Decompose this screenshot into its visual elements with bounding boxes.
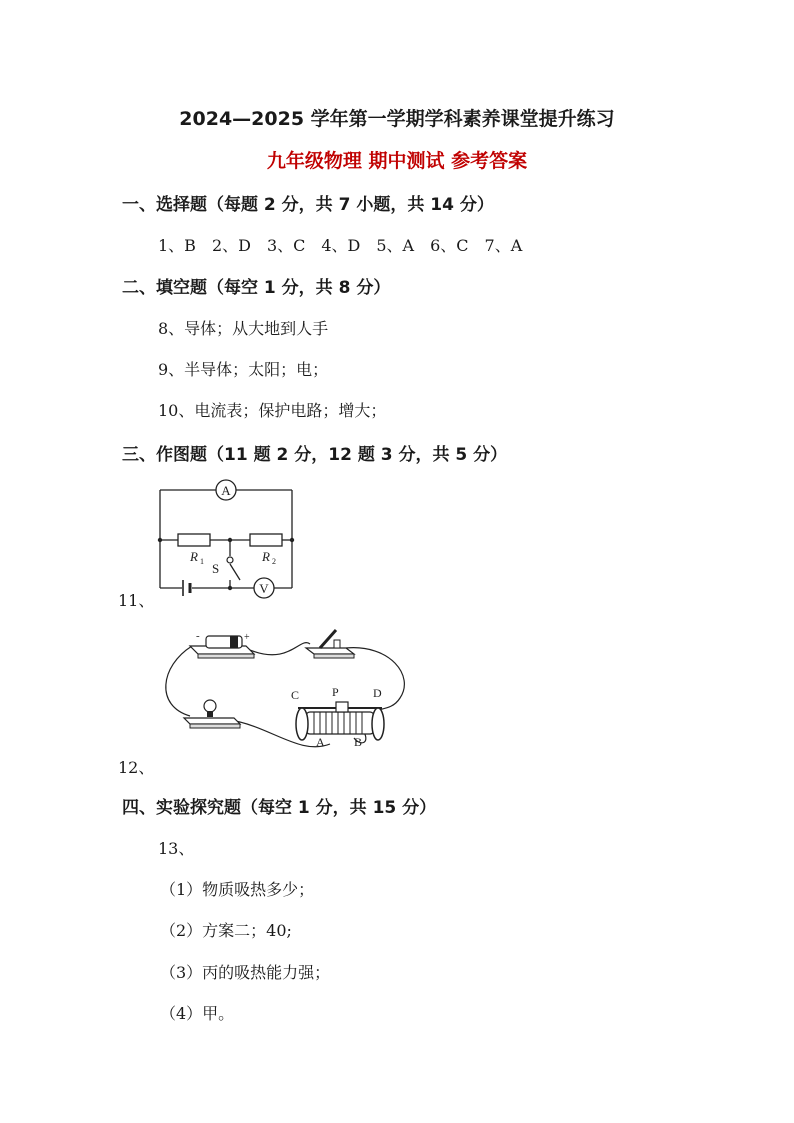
answer-9: 9、半导体；太阳；电； [158,360,329,379]
terminal-p-label: P [332,685,339,699]
terminal-b-label: B [354,735,363,749]
battery-icon [183,580,190,596]
circuit-diagram-11 [150,476,310,606]
page-subtitle: 九年级物理 期中测试 参考答案 [266,150,528,172]
battery-negative-label: - [196,630,200,642]
section-3-heading: 三、作图题（11 题 2 分，12 题 3 分，共 5 分） [122,445,508,465]
r2-subscript: 2 [272,557,276,566]
junction-dot [158,538,162,542]
section-2-heading: 二、填空题（每空 1 分，共 8 分） [122,278,391,298]
switch-pivot [227,557,233,563]
resistor-r2 [250,534,282,546]
resistor-r1 [178,534,210,546]
answer-13-1: （1）物质吸热多少； [160,880,315,899]
ammeter-label: A [221,483,231,498]
wire [250,643,310,655]
terminal-d-label: D [373,686,382,700]
junction-dot [228,586,232,590]
knife-switch-icon [306,630,354,658]
r1-label: R [190,549,198,564]
junction-dot [228,538,232,542]
answer-8: 8、导体；从大地到人手 [158,319,329,338]
answer-choice: 1、B 2、D 3、C 4、D 5、A 6、C 7、A [158,236,523,255]
terminal-c-label: C [291,688,300,702]
rheostat-icon [296,702,384,740]
junction-dot [290,538,294,542]
answer-13-4: （4）甲。 [160,1004,235,1023]
voltmeter-label: V [259,581,269,596]
r2-label: R [262,549,270,564]
wire [346,648,404,710]
answer-10: 10、电流表；保护电路；增大； [158,401,387,420]
battery-positive-label: + [244,632,250,643]
section-1-heading: 一、选择题（每题 2 分，共 7 小题，共 14 分） [122,195,494,215]
switch-label: S [212,561,220,576]
page-title: 2024—2025 学年第一学期学科素养课堂提升练习 [179,108,615,130]
wire [166,646,192,716]
section-4-heading: 四、实验探究题（每空 1 分，共 15 分） [122,798,437,818]
answer-13-2: （2）方案二；40; [160,921,292,940]
terminal-a-label: A [316,735,325,749]
question-11-number: 11、 [118,591,155,610]
r1-subscript: 1 [200,557,204,566]
answer-13-3: （3）丙的吸热能力强； [160,963,331,982]
question-13-number: 13、 [158,839,195,858]
lamp-icon [184,700,240,728]
question-12-number: 12、 [118,758,155,777]
wiring-diagram-12 [150,626,410,751]
